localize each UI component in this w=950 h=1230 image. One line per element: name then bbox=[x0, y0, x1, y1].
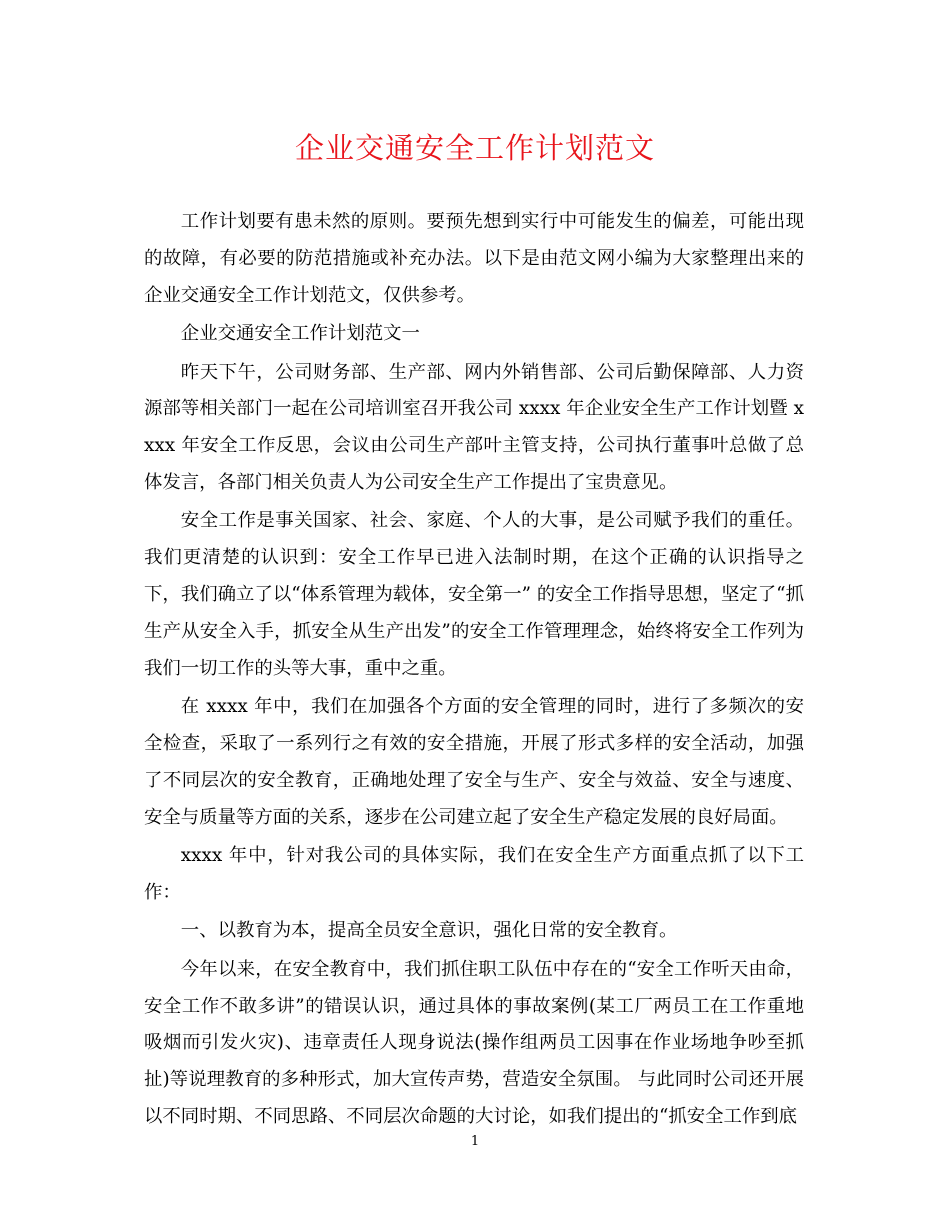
paragraph-meeting: 昨天下午，公司财务部、生产部、网内外销售部、公司后勤保障部、人力资源部等相关部门一起在公司培训室召开我公司 xxxx 年企业安全生产工作计划暨 xxxx 年安全工作反思，会议由公司生产部叶主管支持，公司执行董事叶总做了总体发言，各部门相关负责人为公司安全生产工作提出了宝贵意见。 bbox=[144, 361, 804, 493]
paragraph-education: 今年以来，在安全教育中，我们抓住职工队伍中存在的“安全工作听天由命，安全工作不敢多讲”的错误认识，通过具体的事故案例(某工厂两员工在工作重地吸烟而引发火灾)、违章责任人现身说法(操作组两员工因事在作业场地争吵至抓扯)等说理教育的多种形式，加大宣传声势，营造安全氛围。 与此同时公司还开展以不同时期、不同思路、不同层次命题的大讨论，如我们提出的“抓安全工作到底 bbox=[144, 958, 804, 1127]
paragraph-intro: 工作计划要有患未然的原则。要预先想到实行中可能发生的偏差，可能出现的故障，有必要的防范措施或补充办法。以下是由范文网小编为大家整理出来的企业交通安全工作计划范文，仅供参考。 bbox=[144, 211, 804, 306]
document-title: 企业交通安全工作计划范文 bbox=[294, 131, 655, 165]
document-body bbox=[144, 204, 804, 1136]
page-number: 1 bbox=[470, 1134, 480, 1149]
paragraph-section-heading: 企业交通安全工作计划范文一 bbox=[180, 323, 420, 345]
paragraph-safety-importance: 安全工作是事关国家、社会、家庭、个人的大事，是公司赋予我们的重任。我们更清楚的认识到：安全工作早已进入法制时期，在这个正确的认识指导之下，我们确立了以“体系管理为载体，安全第一” 的安全工作指导思想，坚定了“抓生产从安全入手，抓安全从生产出发”的安全工作管理理念，始终将安全工作列为我们一切工作的头等大事，重中之重。 bbox=[144, 510, 804, 679]
paragraph-key-work: xxxx 年中，针对我公司的具体实际，我们在安全生产方面重点抓了以下工作： bbox=[144, 844, 804, 903]
paragraph-year-summary: 在 xxxx 年中，我们在加强各个方面的安全管理的同时，进行了多频次的安全检查，采取了一系列行之有效的安全措施，开展了形式多样的安全活动，加强了不同层次的安全教育，正确地处理了安全与生产、安全与效益、安全与速度、安全与质量等方面的关系，逐步在公司建立起了安全生产稳定发展的良好局面。 bbox=[144, 696, 804, 828]
paragraph-point-one: 一、以教育为本，提高全员安全意识，强化日常的安全教育。 bbox=[180, 920, 678, 942]
